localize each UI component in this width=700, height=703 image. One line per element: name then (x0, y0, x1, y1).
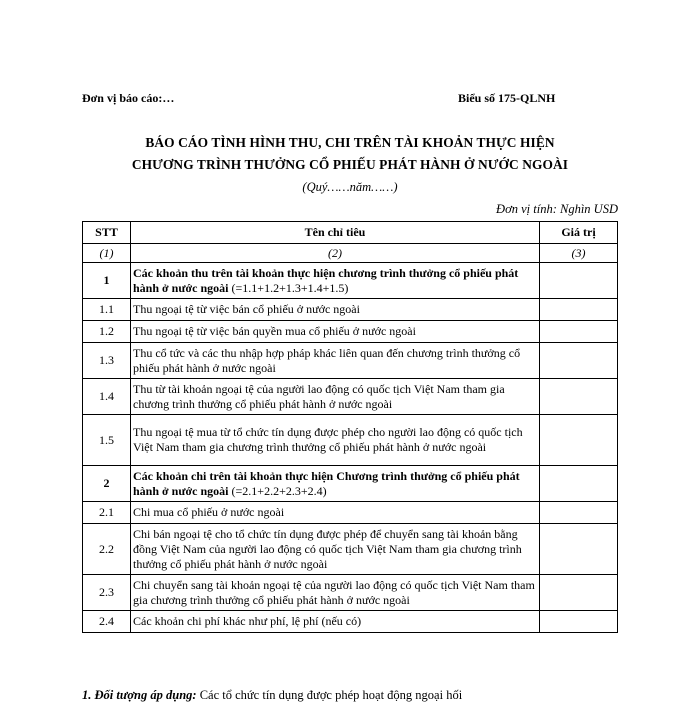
row-name-text: Thu cổ tức và các thu nhập hợp pháp khác liên quan đến chương trình thưởng cổ phiếu phát hành ở nước ngoài (133, 345, 521, 375)
row-name (131, 575, 540, 611)
row-stt: 1.2 (83, 321, 131, 343)
table-header-row (83, 222, 618, 244)
row-name (131, 343, 540, 379)
numbering-stt: (1) (83, 244, 131, 263)
row-name (131, 611, 540, 633)
row-name (131, 263, 540, 299)
header-stt: STT (83, 222, 131, 244)
row-value (540, 575, 618, 611)
footnote-text: Các tổ chức tín dụng được phép hoạt động ngoại hối (196, 688, 463, 702)
row-stt: 2.2 (83, 524, 131, 575)
table-row (83, 466, 618, 502)
table-row (83, 502, 618, 524)
row-stt: 2 (83, 466, 131, 502)
row-value (540, 299, 618, 321)
row-name-text: Thu ngoại tệ từ việc bán cổ phiếu ở nước ngoài (133, 302, 360, 316)
report-title-line-1: BÁO CÁO TÌNH HÌNH THU, CHI TRÊN TÀI KHOẢN THỰC HIỆN (145, 135, 555, 150)
reporting-unit-label: Đơn vị báo cáo:… (82, 91, 175, 105)
table-row (83, 524, 618, 575)
footnote-label: 1. Đối tượng áp dụng: (82, 688, 197, 702)
row-name (131, 415, 540, 466)
row-name-text: Chi bán ngoại tệ cho tổ chức tín dụng được phép để chuyển sang tài khoản bằng đồng Việt Nam của người lao động có quốc tịch Việt Nam tham gia chương trình thưởng cổ phiếu phát hành ở nước ngoài (133, 526, 522, 571)
row-name (131, 321, 540, 343)
numbering-name: (2) (131, 244, 540, 263)
row-value (540, 524, 618, 575)
row-value (540, 343, 618, 379)
row-value (540, 611, 618, 633)
report-table (82, 221, 618, 633)
table-row (83, 321, 618, 343)
header-name: Tên chỉ tiêu (131, 222, 540, 244)
row-stt: 2.3 (83, 575, 131, 611)
row-name (131, 379, 540, 415)
unit-of-measure: Đơn vị tính: Nghìn USD (496, 202, 618, 216)
row-name-bold: Các khoản chi trên tài khoản thực hiện Chương trình thưởng cổ phiếu phát hành ở nước ngoài (133, 468, 520, 498)
table-row (83, 263, 618, 299)
row-value (540, 263, 618, 299)
row-stt: 2.4 (83, 611, 131, 633)
table-row (83, 575, 618, 611)
row-name (131, 502, 540, 524)
table-row (83, 299, 618, 321)
row-name-text: (=2.1+2.2+2.3+2.4) (228, 483, 327, 498)
row-value (540, 321, 618, 343)
row-stt: 1.3 (83, 343, 131, 379)
report-title-line-2: CHƯƠNG TRÌNH THƯỞNG CỔ PHIẾU PHÁT HÀNH Ở NƯỚC NGOÀI (131, 157, 569, 172)
row-name-bold: Các khoản thu trên tài khoản thực hiện chương trình thưởng cổ phiếu phát hành ở nước ngoài (133, 265, 519, 295)
row-name (131, 524, 540, 575)
row-value (540, 415, 618, 466)
row-stt: 1 (83, 263, 131, 299)
numbering-row (83, 244, 618, 263)
row-stt: 1.4 (83, 379, 131, 415)
row-value (540, 502, 618, 524)
row-name-text: Thu từ tài khoản ngoại tệ của người lao động có quốc tịch Việt Nam tham gia chương trình thưởng cổ phiếu phát hành ở nước ngoài (133, 381, 505, 411)
row-name (131, 466, 540, 502)
row-name-text: Chi chuyển sang tài khoản ngoại tệ của người lao động có quốc tịch Việt Nam tham gia chương trình thưởng cổ phiếu phát hành ở nước ngoài (133, 577, 535, 607)
report-period: (Quý……năm……) (302, 180, 398, 194)
row-name (131, 299, 540, 321)
numbering-value: (3) (540, 244, 618, 263)
row-value (540, 379, 618, 415)
table-row (83, 343, 618, 379)
table-row (83, 611, 618, 633)
row-value (540, 466, 618, 502)
row-name-text: Chi mua cổ phiếu ở nước ngoài (133, 505, 285, 519)
row-stt: 2.1 (83, 502, 131, 524)
form-number: Biểu số 175-QLNH (458, 91, 556, 105)
row-name-text: (=1.1+1.2+1.3+1.4+1.5) (228, 280, 349, 295)
row-stt: 1.1 (83, 299, 131, 321)
row-name-text: Thu ngoại tệ từ việc bán quyền mua cổ phiếu ở nước ngoài (133, 324, 416, 338)
table-row (83, 415, 618, 466)
row-stt: 1.5 (83, 415, 131, 466)
header-value: Giá trị (540, 222, 618, 244)
row-name-text: Thu ngoại tệ mua từ tổ chức tín dụng được phép cho người lao động có quốc tịch Việt Nam tham gia chương trình thưởng cổ phiếu phát hành ở nước ngoài (133, 425, 523, 454)
table-row (83, 379, 618, 415)
footnote (82, 688, 462, 703)
row-name-text: Các khoản chi phí khác như phí, lệ phí (nếu có) (133, 614, 362, 628)
